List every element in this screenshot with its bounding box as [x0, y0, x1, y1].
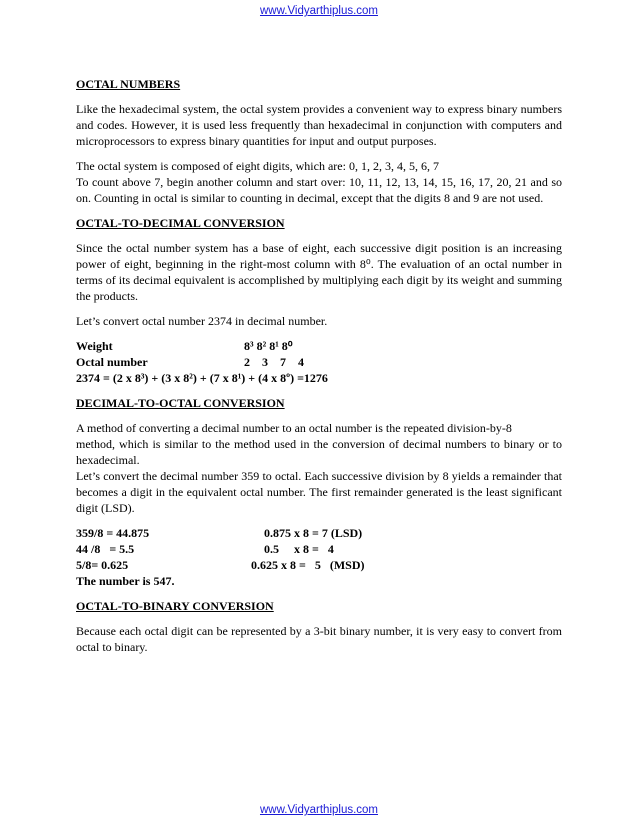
document-body [76, 76, 562, 664]
decimal-to-octal-heading: DECIMAL-TO-OCTAL CONVERSION [76, 396, 285, 410]
division-row [76, 557, 562, 573]
octal-to-decimal-heading: OCTAL-TO-DECIMAL CONVERSION [76, 216, 285, 230]
division-row [76, 541, 562, 557]
octal-numbers-heading: OCTAL NUMBERS [76, 77, 181, 91]
octal-to-decimal-result-row [76, 370, 562, 386]
weight-values: 8³ 8² 8¹ 8⁰ [244, 339, 293, 353]
footer-website-link[interactable]: www.Vidyarthiplus.com [259, 804, 379, 816]
decimal-to-octal-result: The number is 547. [76, 574, 175, 588]
decimal-to-octal-line-1: A method of converting a decimal number to an octal number is the repeated division-by-8 [76, 421, 512, 435]
octal-numbers-intro-paragraph: Like the hexadecimal system, the octal system provides a convenient way to express binary numbers and codes. However, it is used less frequently than hexadecimal in conjunction with computers and microprocessors to express binary quantities for input and output purposes. [76, 102, 562, 148]
header-website-link[interactable]: www.Vidyarthiplus.com [259, 5, 379, 17]
octal-number-digits: 2 3 7 4 [244, 355, 304, 369]
octal-digits-line: The octal system is composed of eight digits, which are: 0, 1, 2, 3, 4, 5, 6, 7 [76, 159, 439, 173]
octal-to-binary-heading: OCTAL-TO-BINARY CONVERSION [76, 599, 274, 613]
decimal-to-octal-line-3: Let’s convert the decimal number 359 to octal. Each successive division by 8 yields a remainder that becomes a digit in the equivalent octal number. The first remainder generated is the least significant digit (LSD). [76, 469, 562, 515]
decimal-to-octal-paragraph [76, 420, 562, 516]
octal-to-decimal-paragraph: Since the octal number system has a base of eight, each successive digit position is an increasing power of eight, beginning in the right-most column with 8⁰. The evaluation of an octal number in terms of its decimal equivalent is accomplished by multiplying each digit by its weight and summing the products. [76, 241, 562, 303]
octal-to-decimal-result: 2374 = (2 x 8³) + (3 x 8²) + (7 x 8¹) + (4 x 8º) =1276 [76, 371, 328, 385]
division-right: 0.5 x 8 = 4 [264, 542, 334, 556]
division-left: 359/8 = 44.875 [76, 526, 150, 540]
weight-label: Weight [76, 339, 113, 353]
octal-to-binary-paragraph: Because each octal digit can be represented by a 3-bit binary number, it is very easy to convert from octal to binary. [76, 624, 562, 654]
division-right: 0.875 x 8 = 7 (LSD) [264, 526, 363, 540]
decimal-to-octal-line-2: method, which is similar to the method used in the conversion of decimal numbers to binary or to hexadecimal. [76, 437, 562, 467]
octal-number-row [76, 354, 562, 370]
decimal-to-octal-result-row [76, 573, 562, 589]
octal-digits-paragraph [76, 158, 562, 206]
division-row [76, 525, 562, 541]
division-left: 44 /8 = 5.5 [76, 542, 135, 556]
octal-number-label: Octal number [76, 355, 148, 369]
octal-counting-line: To count above 7, begin another column and start over: 10, 11, 12, 13, 14, 15, 16, 17, 20, 21 and so on. Counting in octal is similar to counting in decimal, except that the digits 8 and 9 are not used. [76, 175, 562, 205]
division-right: 0.625 x 8 = 5 (MSD) [251, 558, 365, 572]
weight-row [76, 338, 562, 354]
octal-to-decimal-example-intro: Let’s convert octal number 2374 in decimal number. [76, 314, 328, 328]
division-left: 5/8= 0.625 [76, 558, 129, 572]
